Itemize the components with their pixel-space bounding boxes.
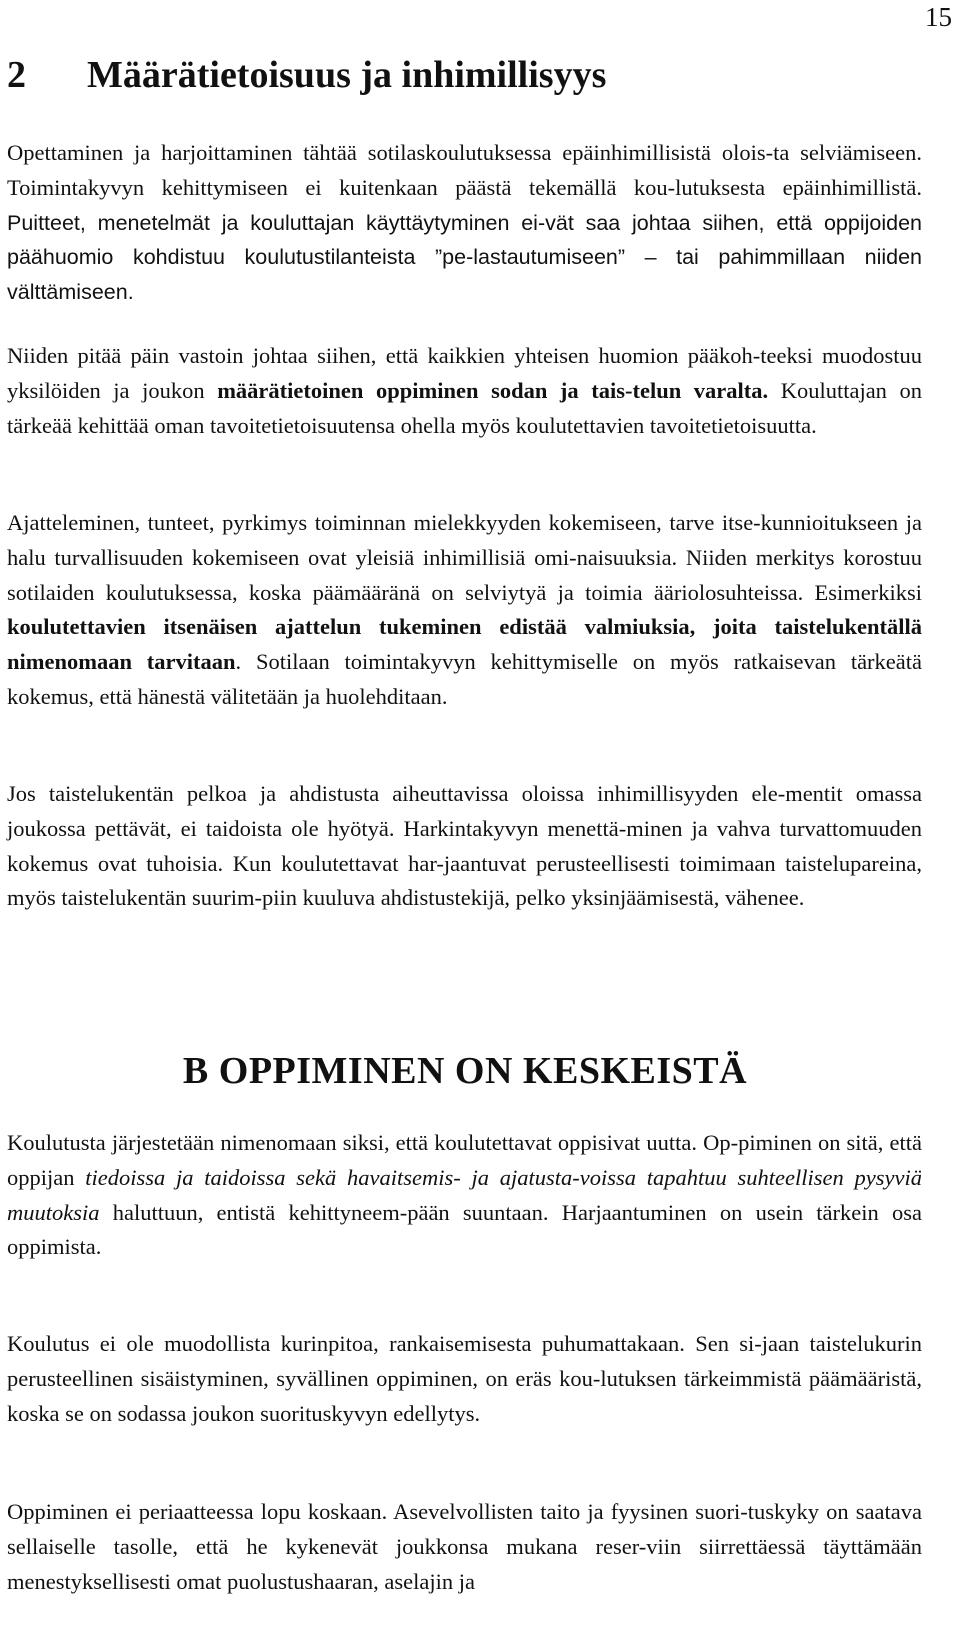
emphasis-text: koulutettavien itsenäisen ajattelun tukeminen edistää valmiuksia, joita taistelukentällä nimenomaan tarvitaan bbox=[7, 614, 922, 675]
section-heading: B OPPIMINEN ON KESKEISTÄ bbox=[182, 1050, 748, 1092]
paragraph-text: Oppiminen ei periaatteessa lopu koskaan. Asevelvollisten taito ja fyysinen suori-tuskyky on saatava sellaiselle tasolle, että he kykenevät joukkonsa mukana reser-viin siirrettäessä täyttämään menestyksellisesti omat puolustushaaran, aselajin ja bbox=[7, 1499, 922, 1594]
paragraph-text-sans: Puitteet, menetelmät ja kouluttajan käyttäytyminen ei-vät saa johtaa siihen, että oppijoiden päähuomio kohdistuu koulutustilanteista ”pe-lastautumiseen” – tai pahimmillaan niiden välttämiseen. bbox=[7, 210, 922, 305]
paragraph-human-qualities bbox=[7, 506, 922, 715]
paragraph-purposeful-learning bbox=[7, 339, 922, 443]
paragraph-text: Opettaminen ja harjoittaminen tähtää sotilaskoulutuksessa epäinhimillisistä olois-ta selviämiseen. Toimintakyvyn kehittymiseen ei kuitenkaan päästä tekemällä kou-lutuksesta epäinhimillistä. bbox=[7, 140, 922, 200]
italic-text: tiedoissa ja taidoissa sekä havaitsemis- ja ajatusta-voissa tapahtuu suhteellisen pysyviä muutoksia bbox=[7, 1164, 922, 1225]
paragraph-battlefield-fear bbox=[7, 777, 922, 916]
paragraph-discipline bbox=[7, 1327, 922, 1431]
paragraph-text: Niiden pitää päin vastoin johtaa siihen, että kaikkien yhteisen huomion pääkoh-teeksi muodostuu yksilöiden ja joukon bbox=[7, 343, 922, 403]
paragraph-text: Koulutusta järjestetään nimenomaan siksi, että koulutettavat oppisivat uutta. Op-piminen on sitä, että oppijan bbox=[7, 1130, 922, 1190]
paragraph-text: Jos taistelukentän pelkoa ja ahdistusta aiheuttavissa oloissa inhimillisyyden ele-mentit omassa joukossa pettävät, ei taidoista ole hyötyä. Harkintakyvyn menettä-minen ja vahva turvattomuuden kokemus ovat tuhoisia. Kun koulutettavat har-jaantuvat perusteellisesti toimimaan taistelupareina, myös taistelukentän suurim-piin kuuluva ahdistustekijä, pelko yksinjäämisestä, vähenee. bbox=[7, 781, 922, 911]
chapter-number: 2 bbox=[7, 54, 26, 96]
paragraph-text: Ajatteleminen, tunteet, pyrkimys toiminnan mielekkyyden kokemiseen, tarve itse-kunnioitukseen ja halu turvallisuuden kokemiseen ovat yleisiä inhimillisiä omi-naisuuksia. Niiden merkitys korostuu sotilaiden koulutuksessa, koska päämääränä on selviytyä ja toimia ääriolosuhteissa. Esimerkiksi bbox=[7, 510, 922, 605]
chapter-heading bbox=[7, 50, 606, 100]
emphasis-text: määrätietoinen oppiminen sodan ja tais-telun varalta. bbox=[217, 377, 769, 403]
page-number: 15 bbox=[925, 2, 952, 32]
paragraph-text: Koulutus ei ole muodollista kurinpitoa, rankaisemisesta puhumattakaan. Sen si-jaan taistelukurin perusteellinen sisäistyminen, syvällinen oppiminen, on eräs kou-lutuksen tärkeimmistä päämääristä, koska se on sodassa joukon suorituskyvyn edellytys. bbox=[7, 1331, 922, 1426]
paragraph-learning-definition bbox=[7, 1126, 922, 1265]
paragraph-lifelong-learning bbox=[7, 1495, 922, 1599]
paragraph-text: haluttuun, entistä kehittyneem-pään suuntaan. Harjaantuminen on usein tärkein osa oppimista. bbox=[7, 1199, 922, 1260]
paragraph-training-humanity bbox=[7, 136, 922, 310]
chapter-title: Määrätietoisuus ja inhimillisyys bbox=[87, 54, 607, 96]
paragraph-text: . Sotilaan toimintakyvyn kehittymiselle on myös ratkaisevan tärkeätä kokemus, että hänestä välitetään ja huolehditaan. bbox=[7, 649, 923, 709]
paragraph-text: Kouluttajan on tärkeää kehittää oman tavoitetietoisuutensa ohella myös koulutettavien tavoitetietoisuutta. bbox=[7, 377, 922, 438]
